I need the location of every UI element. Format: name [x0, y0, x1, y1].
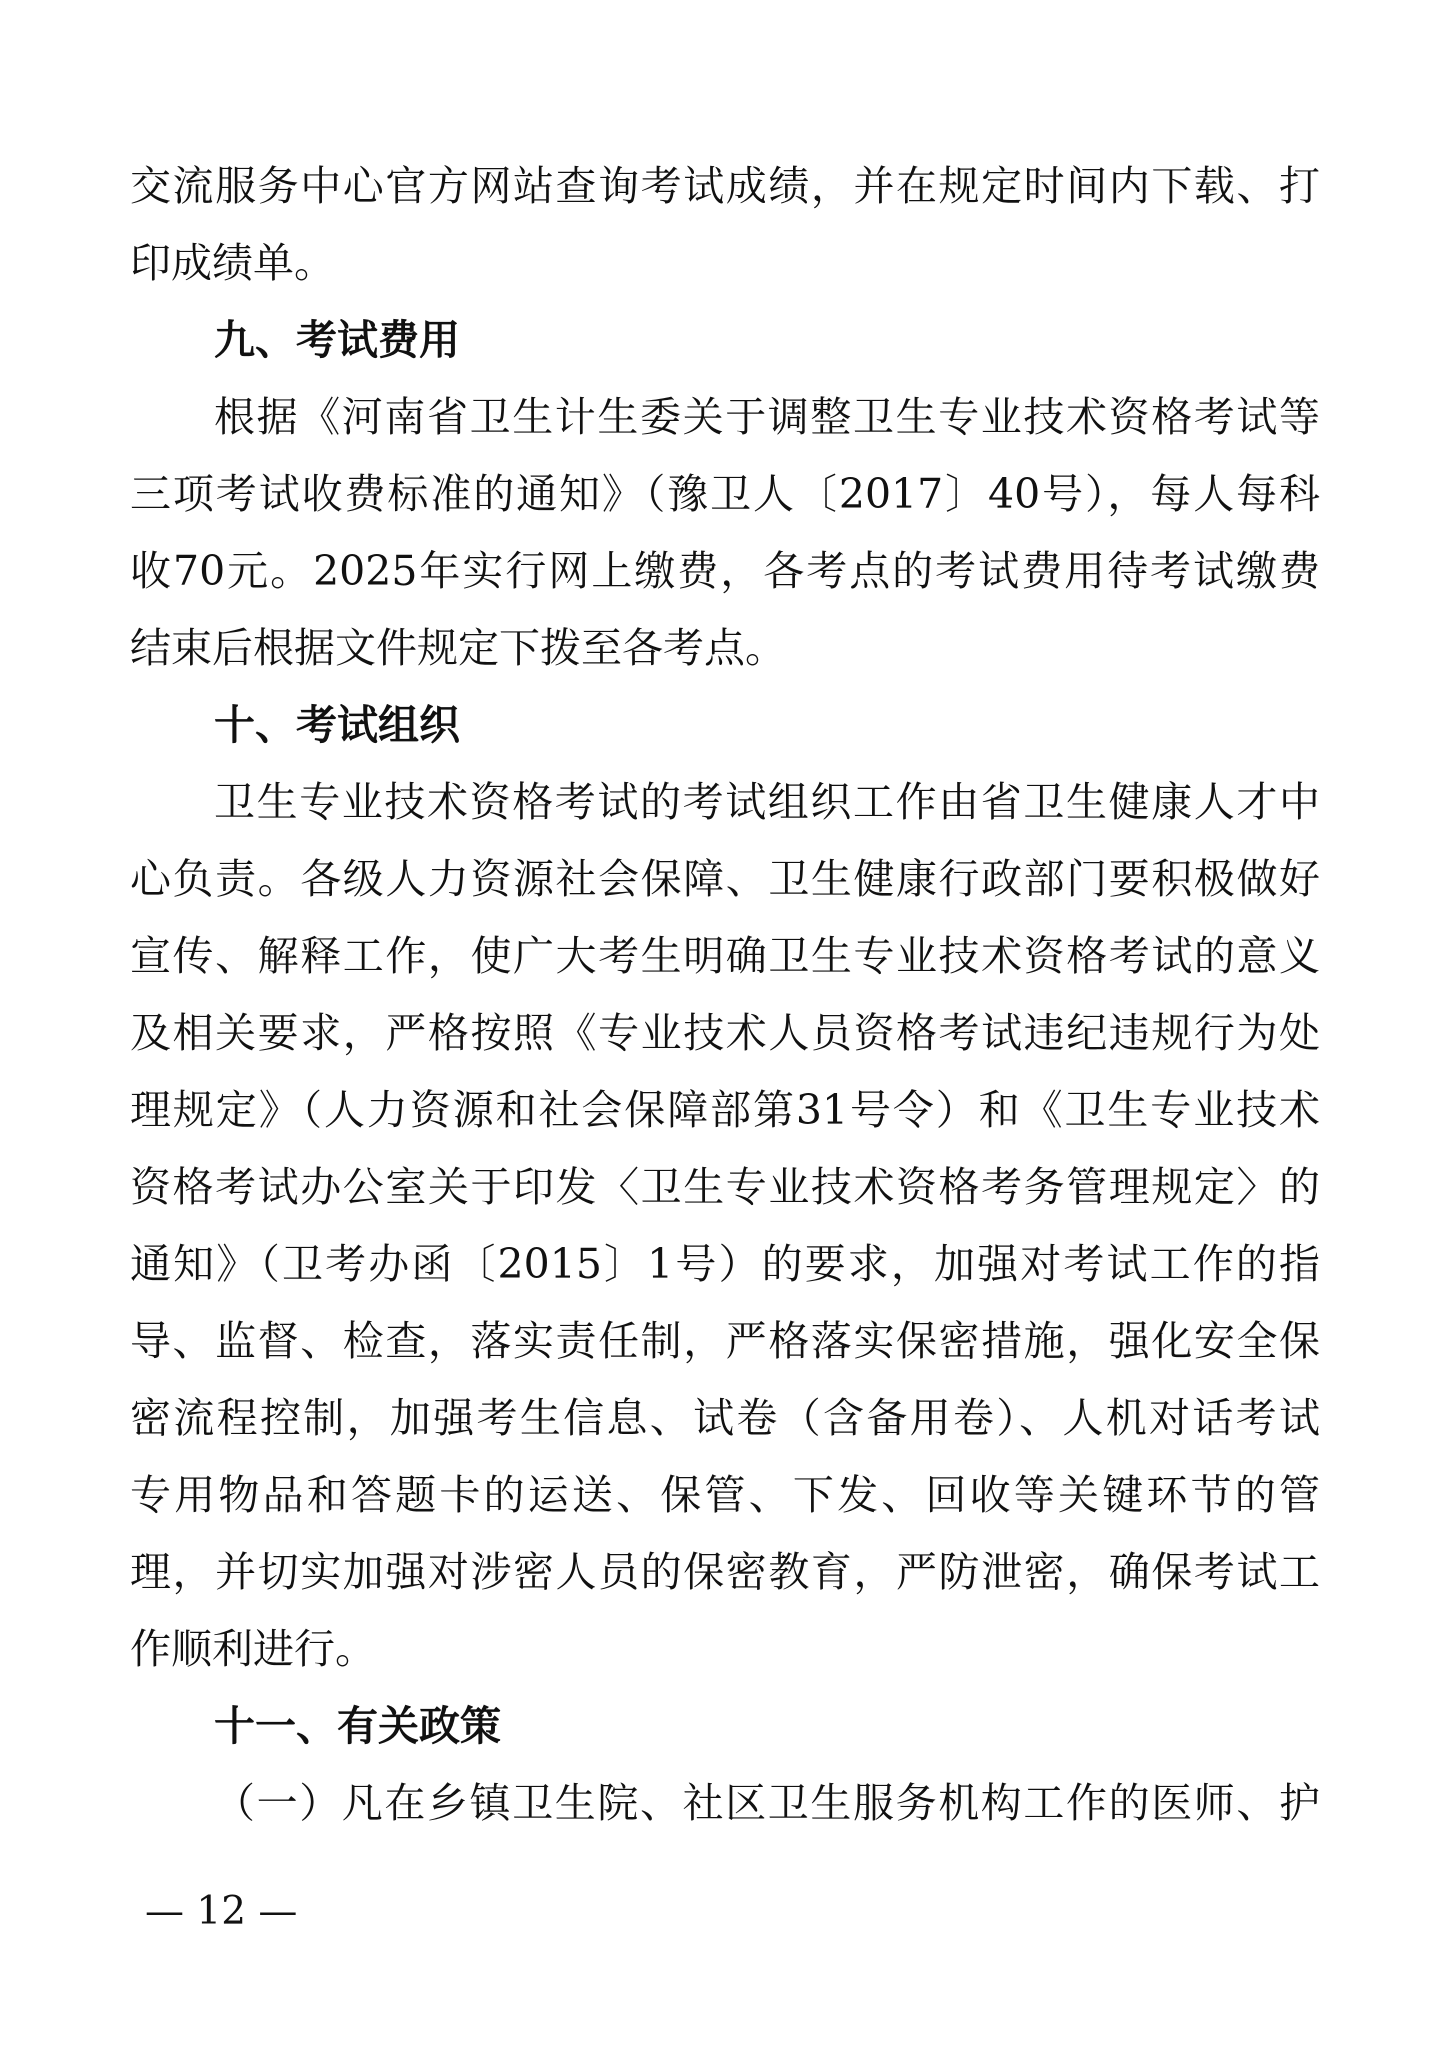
- text-line: 交流服务中心官方网站查询考试成绩，并在规定时间内下载、打: [130, 162, 1320, 210]
- text-line: 资格考试办公室关于印发〈卫生专业技术资格考务管理规定〉的: [130, 1163, 1320, 1211]
- text-line: （一）凡在乡镇卫生院、社区卫生服务机构工作的医师、护: [214, 1779, 1320, 1827]
- document-body: [130, 148, 1320, 1842]
- text-line: 及相关要求，严格按照《专业技术人员资格考试违纪违规行为处: [130, 1009, 1320, 1057]
- text-line: 理，并切实加强对涉密人员的保密教育，严防泄密，确保考试工: [130, 1548, 1320, 1596]
- text-line: 收70元。2025年实行网上缴费，各考点的考试费用待考试缴费: [130, 547, 1320, 595]
- text-line: 导、监督、检查，落实责任制，严格落实保密措施，强化安全保: [130, 1317, 1320, 1365]
- text-line: 宣传、解释工作，使广大考生明确卫生专业技术资格考试的意义: [130, 932, 1320, 980]
- section-heading-11: 十一、有关政策: [214, 1702, 501, 1750]
- text-line: 心负责。各级人力资源社会保障、卫生健康行政部门要积极做好: [130, 855, 1320, 903]
- text-line: 结束后根据文件规定下拨至各考点。: [130, 624, 786, 672]
- text-line: 印成绩单。: [130, 239, 335, 287]
- text-line: 密流程控制，加强考生信息、试卷（含备用卷）、人机对话考试: [130, 1394, 1320, 1442]
- section-heading-10: 十、考试组织: [214, 701, 460, 749]
- text-line: 根据《河南省卫生计生委关于调整卫生专业技术资格考试等: [214, 393, 1320, 441]
- text-line: 卫生专业技术资格考试的考试组织工作由省卫生健康人才中: [214, 778, 1320, 826]
- page-number: — 12 —: [145, 1889, 298, 1934]
- text-line: 专用物品和答题卡的运送、保管、下发、回收等关键环节的管: [130, 1471, 1320, 1519]
- text-line: 理规定》（人力资源和社会保障部第31号令）和《卫生专业技术: [130, 1086, 1320, 1134]
- section-heading-9: 九、考试费用: [214, 316, 460, 364]
- text-line: 通知》（卫考办函〔2015〕1号）的要求，加强对考试工作的指: [130, 1240, 1320, 1288]
- text-line: 作顺利进行。: [130, 1625, 376, 1673]
- text-line: 三项考试收费标准的通知》（豫卫人〔2017〕40号），每人每科: [130, 470, 1320, 518]
